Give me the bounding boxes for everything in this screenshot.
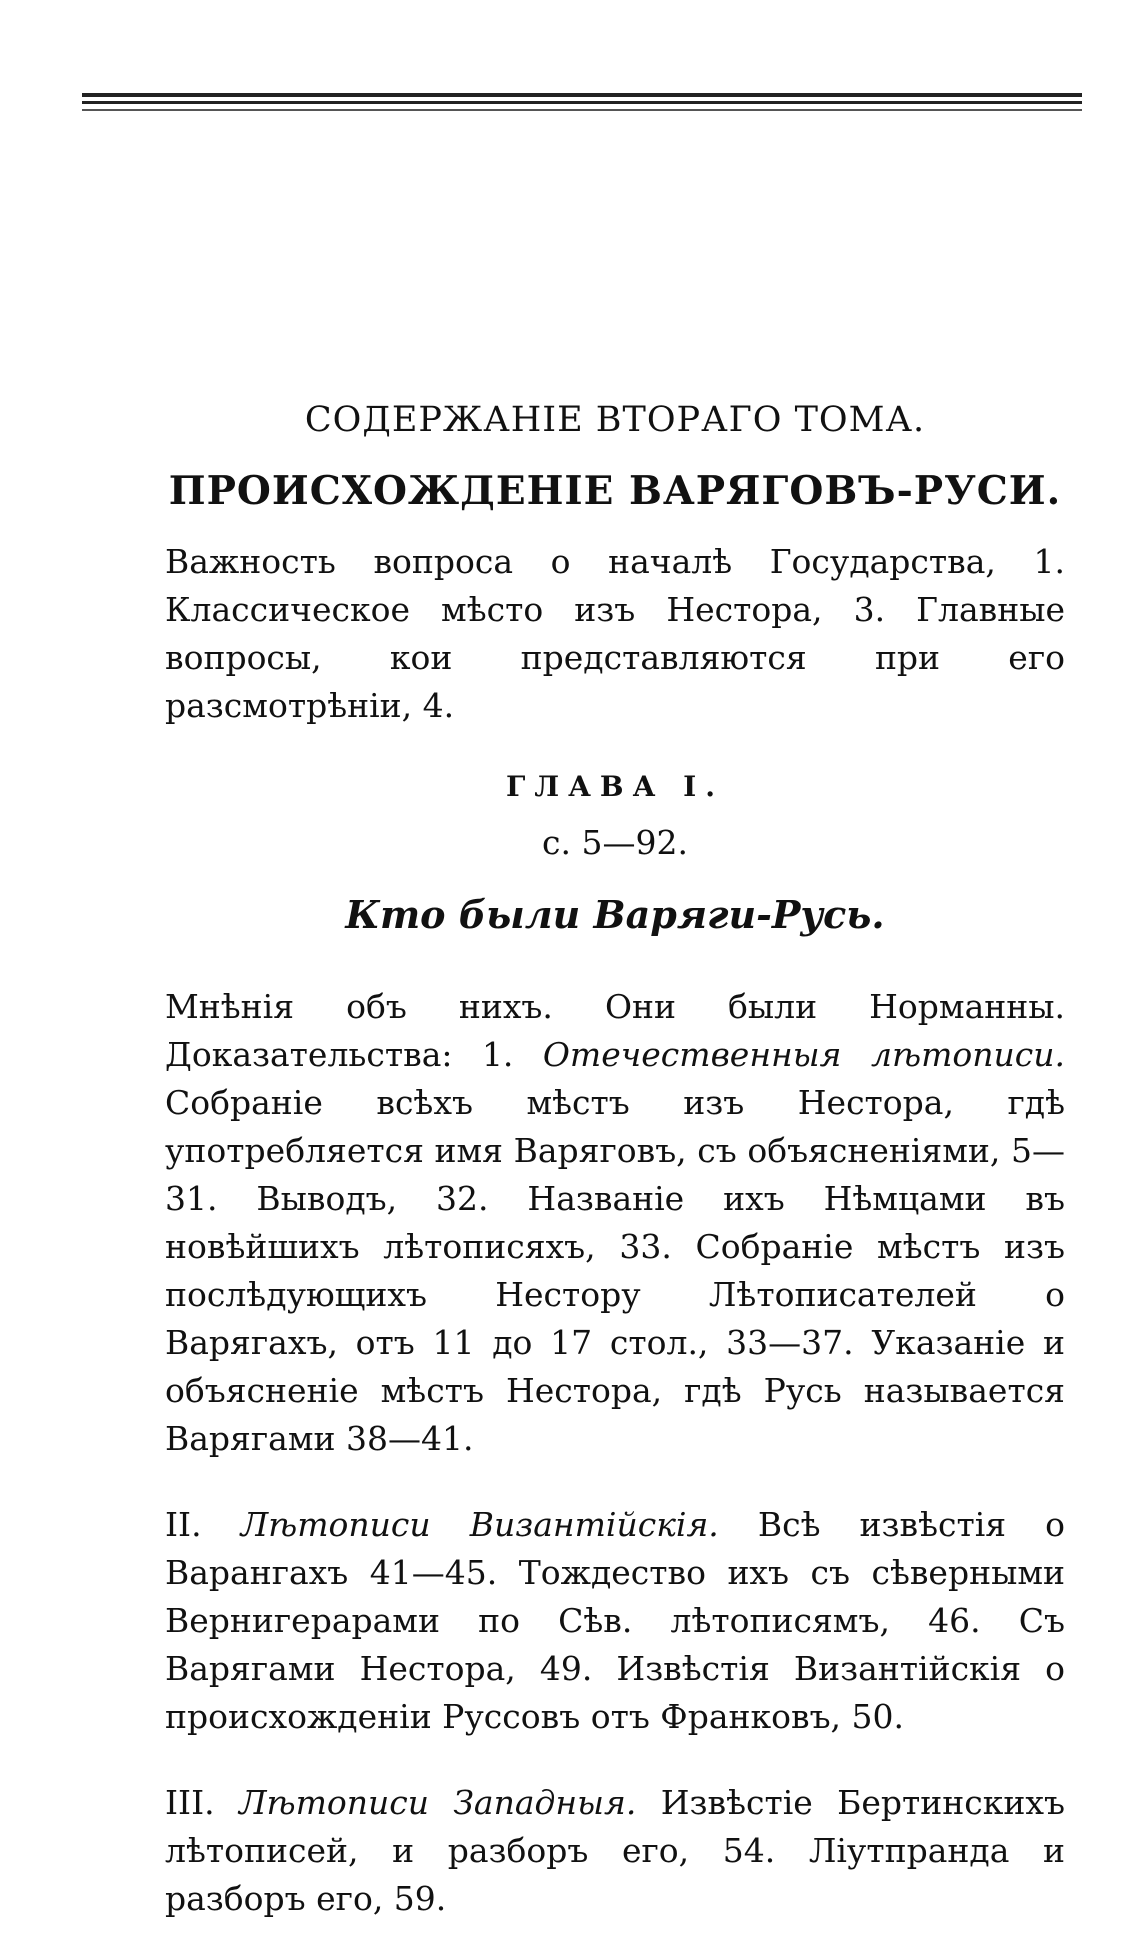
section-1-italic: Отечественныя лѣтописи. — [542, 1035, 1065, 1074]
section-paragraph-3 — [165, 1779, 1065, 1923]
top-rule — [82, 93, 1082, 97]
top-rule-secondary — [82, 101, 1082, 104]
page-content — [165, 400, 1065, 1923]
chapter-title: Кто были Варяги-Русь. — [345, 892, 885, 937]
contents-title: СОДЕРЖАНІЕ ВТОРАГО ТОМА. — [304, 400, 926, 440]
paragraph-gap — [165, 1741, 1065, 1779]
section-2-text: Всѣ извѣстія о Варангахъ 41—45. Тождество ихъ съ сѣверными Вернигерарами по Сѣв. лѣтописямъ, 46. Съ Варягами Нестора, 49. Извѣстія Византійскія о происхожденіи Руссовъ отъ Франковъ, 50. — [165, 1505, 1065, 1736]
paragraph-gap — [165, 1463, 1065, 1501]
top-rule-tertiary — [82, 109, 1082, 111]
chapter-label: ГЛАВА I. — [506, 770, 724, 803]
section-3-lead: III. — [165, 1783, 239, 1822]
section-3-text: Извѣстіе Бертинскихъ лѣтописей, и разборъ его, 54. Ліутпранда и разборъ его, 59. — [165, 1783, 1066, 1918]
section-3-italic: Лѣтописи Западныя. — [238, 1783, 637, 1822]
section-1-text: Собраніе всѣхъ мѣстъ изъ Нестора, гдѣ употребляется имя Варяговъ, съ объясненіями, 5—31. Выводъ, 32. Названіе ихъ Нѣмцами въ новѣйшихъ лѣтописяхъ, 33. Собраніе мѣстъ изъ послѣдующихъ Нестору Лѣтописателей о Варягахъ, отъ 11 до 17 стол., 33—37. Указаніе и объясненіе мѣстъ Нестора, гдѣ Русь называется Варягами 38—41. — [165, 1083, 1065, 1458]
chapter-pages: с. 5—92. — [542, 823, 688, 862]
section-2-lead: II. — [165, 1505, 241, 1544]
section-1-lead: Мнѣнія объ нихъ. Они были Норманны. Доказательства: 1. — [165, 987, 1065, 1074]
part-title: ПРОИСХОЖДЕНІЕ ВАРЯГОВЪ-РУСИ. — [168, 468, 1062, 514]
section-2-italic: Лѣтописи Византійскія. — [240, 1505, 719, 1544]
section-paragraph-1 — [165, 983, 1065, 1463]
section-paragraph-2 — [165, 1501, 1065, 1741]
intro-paragraph: Важность вопроса о началѣ Государства, 1. Классическое мѣсто изъ Нестора, 3. Главные вопросы, кои представляются при его разсмотрѣніи, 4. — [165, 542, 1065, 725]
